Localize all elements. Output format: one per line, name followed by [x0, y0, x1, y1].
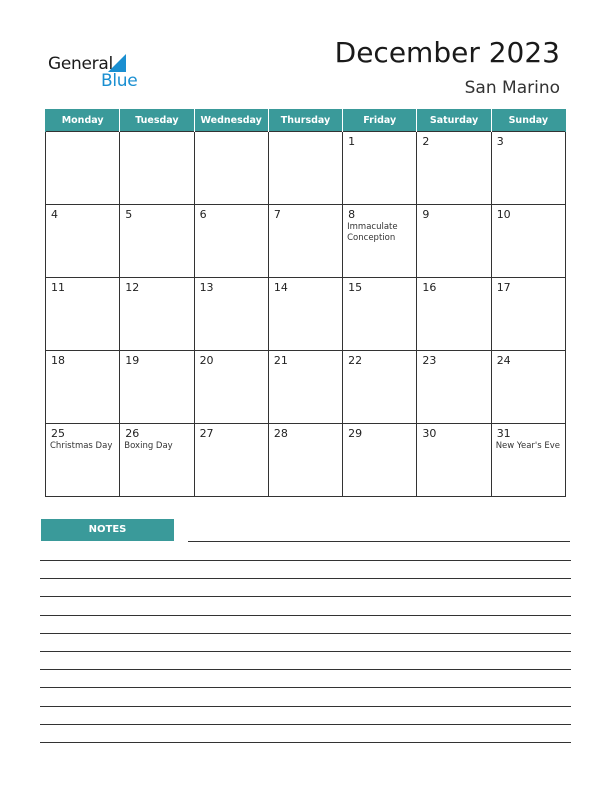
calendar-day-cell	[46, 351, 120, 424]
weekday-header: Wednesday	[194, 109, 268, 132]
day-number: 9	[422, 208, 430, 221]
day-number: 15	[348, 281, 363, 294]
calendar-day-cell	[417, 351, 491, 424]
calendar-day-cell	[417, 132, 491, 205]
day-number: 25	[51, 427, 65, 440]
day-number: 22	[348, 354, 363, 367]
day-number: 12	[125, 281, 140, 294]
day-number: 20	[199, 354, 214, 367]
calendar-day-cell	[491, 278, 565, 351]
calendar-day-cell	[120, 351, 194, 424]
weekday-header: Monday	[46, 109, 120, 132]
notes-line	[40, 651, 571, 652]
calendar-day-cell	[268, 424, 342, 497]
calendar-day-cell	[120, 424, 194, 497]
calendar-day-cell	[268, 132, 342, 205]
day-number: 2	[422, 135, 430, 148]
weekday-header: Thursday	[268, 109, 342, 132]
calendar-day-cell	[343, 132, 417, 205]
day-number: 8	[348, 208, 356, 221]
day-number: 17	[496, 281, 511, 294]
day-number: 30	[422, 427, 437, 440]
holiday-label: New Year's Eve	[495, 441, 561, 451]
day-number: 7	[273, 208, 281, 221]
calendar-day-cell	[491, 205, 565, 278]
notes-line	[40, 687, 571, 688]
page-title: December 2023	[334, 36, 560, 69]
day-number: 19	[125, 354, 140, 367]
calendar-week-row	[46, 351, 566, 424]
day-number: 27	[199, 427, 214, 440]
day-number: 13	[199, 281, 214, 294]
calendar-day-cell	[268, 351, 342, 424]
day-number: 5	[125, 208, 133, 221]
weekday-header: Friday	[343, 109, 417, 132]
day-number: 21	[273, 354, 288, 367]
holiday-label: Boxing Day	[124, 441, 173, 451]
notes-line	[40, 615, 571, 616]
weekday-header: Saturday	[417, 109, 491, 132]
day-number: 14	[273, 281, 288, 294]
weekday-header: Sunday	[491, 109, 565, 132]
day-number: 10	[496, 208, 511, 221]
day-number: 11	[51, 281, 65, 294]
day-number: 23	[422, 354, 437, 367]
notes-line	[40, 560, 571, 561]
calendar-body	[46, 132, 566, 497]
day-number: 1	[348, 135, 356, 148]
day-number: 6	[199, 208, 207, 221]
notes-line	[40, 669, 571, 670]
day-number: 16	[422, 281, 437, 294]
calendar-day-cell	[343, 205, 417, 278]
day-number: 24	[496, 354, 511, 367]
calendar-day-cell	[120, 278, 194, 351]
notes-line	[40, 633, 571, 634]
brand-logo	[48, 54, 148, 94]
calendar-day-cell	[491, 132, 565, 205]
notes-line	[40, 596, 571, 597]
calendar-day-cell	[120, 205, 194, 278]
notes-header: NOTES	[41, 519, 174, 541]
calendar-day-cell	[343, 278, 417, 351]
calendar-day-cell	[194, 278, 268, 351]
calendar-grid	[45, 109, 566, 497]
calendar-week-row	[46, 132, 566, 205]
calendar-day-cell	[417, 205, 491, 278]
flag-icon	[106, 54, 126, 72]
brand-name-blue: Blue	[101, 71, 138, 91]
calendar-day-cell	[268, 278, 342, 351]
calendar-day-cell	[417, 424, 491, 497]
day-number: 29	[348, 427, 363, 440]
calendar-day-cell	[194, 424, 268, 497]
brand-name-general: General	[48, 54, 113, 74]
calendar-day-cell	[343, 424, 417, 497]
calendar-day-cell	[417, 278, 491, 351]
country-subtitle: San Marino	[464, 78, 560, 98]
notes-line	[40, 706, 571, 707]
calendar-day-cell	[46, 424, 120, 497]
calendar-day-cell	[491, 424, 565, 497]
calendar-day-cell	[268, 205, 342, 278]
notes-line	[40, 724, 571, 725]
holiday-label: Christmas Day	[50, 441, 113, 451]
calendar-day-cell	[491, 351, 565, 424]
day-number: 28	[273, 427, 288, 440]
calendar-day-cell	[46, 205, 120, 278]
day-number: 31	[496, 427, 511, 440]
calendar-day-cell	[194, 132, 268, 205]
weekday-header: Tuesday	[120, 109, 194, 132]
calendar-day-cell	[194, 205, 268, 278]
calendar-day-cell	[46, 278, 120, 351]
calendar-day-cell	[46, 132, 120, 205]
holiday-label: Immaculate Conception	[347, 222, 398, 243]
day-number: 26	[125, 427, 140, 440]
weekday-header-row	[46, 109, 566, 132]
calendar-week-row	[46, 278, 566, 351]
calendar-week-row	[46, 205, 566, 278]
notes-line	[40, 578, 571, 579]
calendar-day-cell	[343, 351, 417, 424]
calendar-day-cell	[194, 351, 268, 424]
notes-line	[40, 742, 571, 743]
day-number: 18	[51, 354, 65, 367]
day-number: 4	[51, 208, 58, 221]
day-number: 3	[496, 135, 504, 148]
calendar-week-row	[46, 424, 566, 497]
calendar-day-cell	[120, 132, 194, 205]
notes-line	[188, 541, 570, 542]
